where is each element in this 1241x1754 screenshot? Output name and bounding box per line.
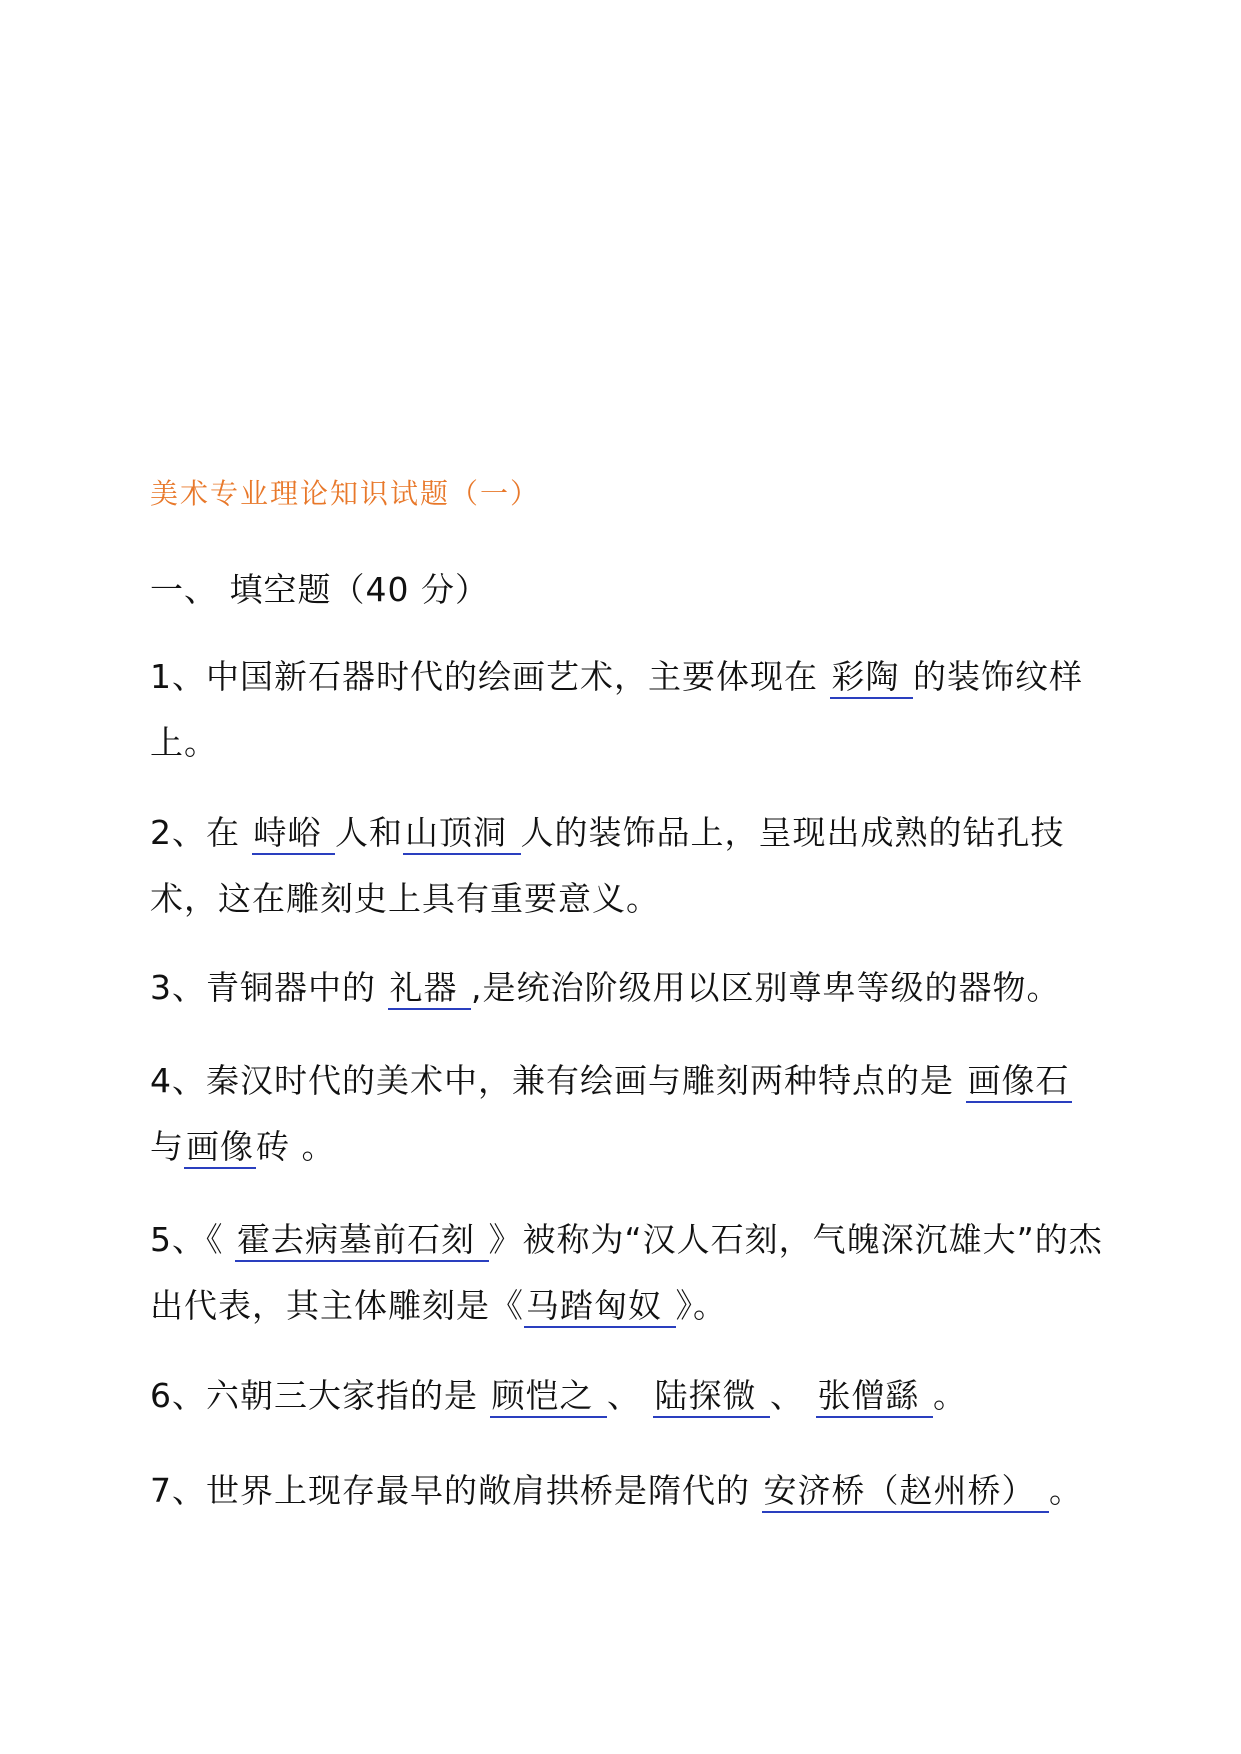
question-text: 砖 。: [256, 1127, 336, 1166]
question-text: 5、《: [150, 1220, 235, 1259]
question-text: 、: [607, 1376, 653, 1415]
question-text: 4、秦汉时代的美术中，兼有绘画与雕刻两种特点的是: [150, 1061, 966, 1100]
answer-blank: 山顶洞: [403, 813, 521, 855]
question-5: [150, 1207, 1110, 1339]
question-text: 1、中国新石器时代的绘画艺术，主要体现在: [150, 657, 830, 696]
question-text: ,是统治阶级用以区别尊卑等级的器物。: [471, 968, 1061, 1007]
document-title: 美术专业理论知识试题（一）: [150, 477, 541, 510]
answer-blank: 陆探微: [653, 1376, 771, 1418]
question-text: 》。: [675, 1286, 727, 1325]
answer-blank: 顾恺之: [490, 1376, 608, 1418]
question-4: [150, 1048, 1110, 1180]
question-text: 与: [150, 1127, 184, 1166]
question-text: 2、在: [150, 813, 252, 852]
answer-blank: 马踏匈奴: [524, 1286, 676, 1328]
question-text: 的装饰纹样上。: [150, 657, 1083, 762]
answer-blank: 礼器: [388, 968, 472, 1010]
answer-blank: 安济桥（赵州桥）: [762, 1471, 1050, 1513]
question-text: 人的装饰品上，呈现出成熟的钻孔技术，这在雕刻史上具有重要意义。: [150, 813, 1065, 918]
question-6: [150, 1363, 1110, 1429]
question-7: [150, 1458, 1110, 1524]
answer-blank: 画像石: [966, 1061, 1072, 1103]
question-1: [150, 644, 1110, 776]
question-text: 7、世界上现存最早的敞肩拱桥是隋代的: [150, 1471, 762, 1510]
question-3: [150, 955, 1110, 1021]
question-2: [150, 800, 1110, 932]
question-text: 3、青铜器中的: [150, 968, 388, 1007]
question-text: 》被称为“汉人石刻，气魄深沉雄大”的杰出代表，其主体雕刻是《: [150, 1220, 1103, 1325]
section-heading: 一、 填空题（40 分）: [150, 570, 489, 609]
answer-blank: 画像: [184, 1127, 256, 1169]
question-text: 、: [770, 1376, 816, 1415]
answer-blank: 峙峪: [252, 813, 336, 855]
answer-blank: 彩陶: [830, 657, 914, 699]
question-text: 6、六朝三大家指的是: [150, 1376, 490, 1415]
question-text: 。: [933, 1376, 967, 1415]
question-text: 。: [1049, 1471, 1083, 1510]
answer-blank: 霍去病墓前石刻: [235, 1220, 489, 1262]
question-text: 人和: [335, 813, 403, 852]
answer-blank: 张僧繇: [816, 1376, 934, 1418]
